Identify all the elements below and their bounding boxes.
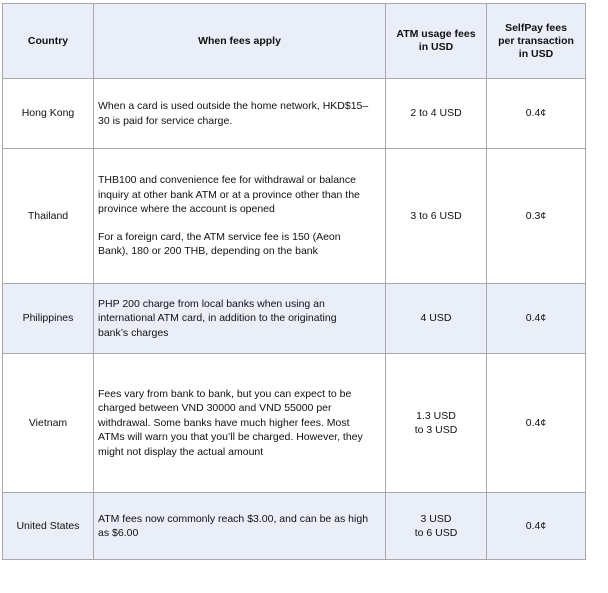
table-row-thailand	[3, 149, 586, 284]
text-line: to 6 USD	[414, 527, 458, 539]
selfpay-fee-cell: 0.4¢	[487, 79, 586, 149]
when-fees-apply-cell	[94, 284, 386, 354]
text-line: ATMs will warn you that you’ll be charged. However, they	[98, 431, 363, 444]
selfpay-fee-cell: 0.4¢	[487, 354, 586, 493]
text-line: as $6.00	[98, 527, 139, 539]
country-cell: Thailand	[3, 149, 94, 284]
text-line: Bank), 180 or 200 THB, depending on the bank	[98, 245, 318, 258]
fee-paragraph	[98, 230, 379, 259]
country-cell: Vietnam	[3, 354, 94, 493]
text-line: 30 is paid for service charge.	[98, 114, 233, 127]
text-line: ATM fees now commonly reach $3.00, and can be as high	[98, 512, 369, 525]
selfpay-fee-cell: 0.3¢	[487, 149, 586, 284]
header-selfpay-fees	[487, 4, 586, 79]
when-fees-apply-cell	[94, 354, 386, 493]
header-selfpay-line: in USD	[518, 47, 554, 60]
header-country: Country	[3, 4, 94, 79]
fee-paragraph	[98, 512, 379, 541]
table-row-philippines	[3, 284, 586, 354]
header-atm-line: ATM usage fees	[396, 28, 476, 40]
selfpay-fee-cell: 0.4¢	[487, 284, 586, 354]
when-fees-apply-cell	[94, 79, 386, 149]
fee-paragraph	[98, 99, 379, 128]
text-line: 4 USD	[420, 312, 452, 325]
text-line: 3 to 6 USD	[410, 209, 462, 222]
fee-paragraph	[98, 173, 379, 217]
text-line: THB100 and convenience fee for withdrawal or balance	[98, 174, 356, 187]
text-line: 1.3 USD	[416, 409, 456, 422]
table-row-vietnam	[3, 354, 586, 493]
when-fees-apply-cell	[94, 493, 386, 560]
fee-paragraph	[98, 297, 379, 341]
country-cell: Philippines	[3, 284, 94, 354]
atm-fee-cell	[386, 284, 487, 354]
text-line: charged between VND 30000 and VND 55000 per	[98, 402, 332, 415]
text-line: Fees vary from bank to bank, but you can expect to be	[98, 387, 352, 400]
atm-fee-cell	[386, 149, 487, 284]
text-line: When a card is used outside the home network, HKD$15–	[98, 100, 369, 112]
text-line: to 3 USD	[414, 424, 458, 436]
header-when-fees-apply: When fees apply	[94, 4, 386, 79]
text-line: For a foreign card, the ATM service fee is 150 (Aeon	[98, 230, 341, 243]
text-line: PHP 200 charge from local banks when using an	[98, 297, 325, 310]
text-line: might not display the actual amount	[98, 445, 264, 458]
text-line: 3 USD	[420, 512, 452, 525]
header-selfpay-line: per transaction	[498, 34, 574, 47]
atm-fee-cell	[386, 354, 487, 493]
country-cell: Hong Kong	[3, 79, 94, 149]
atm-fee-cell	[386, 493, 487, 560]
text-line: bank’s charges	[98, 326, 169, 339]
text-line: inquiry at other bank ATM or at a province other than the	[98, 188, 360, 201]
table-row-hong-kong	[3, 79, 586, 149]
country-cell: United States	[3, 493, 94, 560]
header-selfpay-line: SelfPay fees	[505, 21, 567, 34]
atm-fees-table	[2, 3, 586, 560]
fee-paragraph	[98, 387, 379, 460]
when-fees-apply-cell	[94, 149, 386, 284]
text-line: international ATM card, in addition to the originating	[98, 312, 337, 325]
text-line: withdrawal. Some banks have much higher fees. Most	[98, 416, 350, 429]
atm-fee-cell	[386, 79, 487, 149]
header-atm-line: in USD	[418, 41, 454, 53]
text-line: province where the account is opened	[98, 203, 275, 216]
header-row	[3, 4, 586, 79]
text-line: 2 to 4 USD	[410, 107, 462, 120]
selfpay-fee-cell: 0.4¢	[487, 493, 586, 560]
table-row-united-states	[3, 493, 586, 560]
header-atm-usage-fees	[386, 4, 487, 79]
